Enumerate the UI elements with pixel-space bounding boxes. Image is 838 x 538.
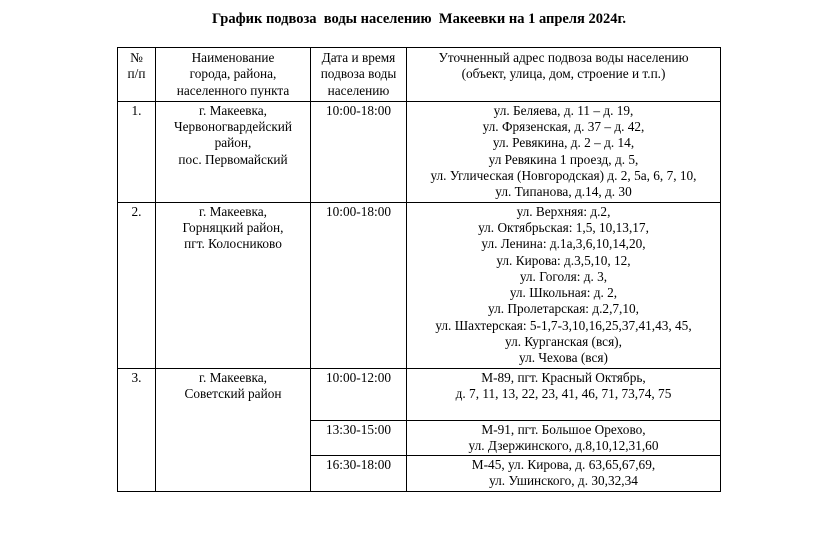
header-line: (объект, улица, дом, строение и т.п.) <box>461 66 666 82</box>
row-address <box>407 456 721 492</box>
row-number: 1. <box>118 101 156 202</box>
address-line: ул. Курганская (вся), <box>505 334 622 350</box>
place-line: Червоногвардейский <box>173 119 293 135</box>
row-time: 10:00-12:00 <box>311 368 407 420</box>
header-line: Наименование <box>191 50 275 65</box>
row-address <box>407 420 721 456</box>
place-line: г. Макеевка, <box>198 369 268 385</box>
header-line: Уточненный адрес подвоза воды населению <box>438 50 689 65</box>
row-address <box>407 202 721 368</box>
address-line: ул. Типанова, д.14, д. 30 <box>495 184 632 200</box>
address-line: ул. Октябрьская: 1,5, 10,13,17, <box>478 219 649 235</box>
row-time: 13:30-15:00 <box>311 420 407 456</box>
row-place <box>156 202 311 368</box>
address-line: ул. Верхняя: д.2, <box>516 203 611 219</box>
address-line: ул. Углическая (Новгородская) д. 2, 5а, 6, 7, 10, <box>430 168 697 184</box>
address-line: ул. Фрязенская, д. 37 – д. 42, <box>482 119 645 135</box>
place-line: Советский район <box>184 385 282 401</box>
header-address <box>407 48 721 102</box>
header-place <box>156 48 311 102</box>
header-line: п/п <box>127 66 146 82</box>
place-line: Горняцкий район, <box>182 219 284 235</box>
address-line: д. 7, 11, 13, 22, 23, 41, 46, 71, 73,74, 75 <box>455 385 672 401</box>
address-line: ул. Чехова (вся) <box>519 350 608 366</box>
row-time: 10:00-18:00 <box>311 202 407 368</box>
water-schedule-table <box>117 47 721 492</box>
table-row <box>118 202 721 368</box>
address-line: ул. Кирова: д.3,5,10, 12, <box>496 252 631 268</box>
header-line: населенного пункта <box>176 82 290 98</box>
address-line: ул. Беляева, д. 11 – д. 19, <box>493 102 634 118</box>
header-line: города, района, <box>189 66 277 82</box>
header-line: № <box>130 50 143 65</box>
table-row <box>118 101 721 202</box>
address-line: ул. Школьная: д. 2, <box>509 285 618 301</box>
place-line: пос. Первомайский <box>178 151 288 167</box>
header-number <box>118 48 156 102</box>
row-place <box>156 368 311 491</box>
address-line: ул. Пролетарская: д.2,7,10, <box>488 301 639 317</box>
row-time: 16:30-18:00 <box>311 456 407 492</box>
place-line: пгт. Колосниково <box>184 236 282 252</box>
row-address <box>407 101 721 202</box>
address-line: М-89, пгт. Красный Октябрь, <box>481 369 646 385</box>
place-line: г. Макеевка, <box>198 102 268 118</box>
address-line: ул. Дзержинского, д.8,10,12,31,60 <box>468 437 659 453</box>
header-line: подвоза воды <box>320 66 397 82</box>
address-line: ул. Шахтерская: 5-1,7-3,10,16,25,37,41,43, 45, <box>435 317 692 333</box>
row-place <box>156 101 311 202</box>
table-row <box>118 368 721 420</box>
row-address <box>407 368 721 420</box>
header-time <box>311 48 407 102</box>
page-title: График подвоза воды населению Макеевки на 1 апреля 2024г. <box>211 11 627 27</box>
address-line: ул Ревякина 1 проезд, д. 5, <box>488 151 639 167</box>
place-line: г. Макеевка, <box>198 203 268 219</box>
address-line: ул. Ушинского, д. 30,32,34 <box>489 473 638 489</box>
address-line: ул. Ревякина, д. 2 – д. 14, <box>492 135 635 151</box>
address-line: ул. Ленина: д.1а,3,6,10,14,20, <box>481 236 646 252</box>
address-line: М-91, пгт. Большое Орехово, <box>481 421 646 437</box>
row-time: 10:00-18:00 <box>311 101 407 202</box>
header-row <box>118 48 721 102</box>
row-number: 2. <box>118 202 156 368</box>
address-line: М-45, ул. Кирова, д. 63,65,67,69, <box>471 457 656 473</box>
header-line: населению <box>327 82 390 98</box>
place-line: район, <box>214 135 252 151</box>
address-line: ул. Гоголя: д. 3, <box>519 268 608 284</box>
row-number: 3. <box>118 368 156 491</box>
header-line: Дата и время <box>321 50 396 65</box>
